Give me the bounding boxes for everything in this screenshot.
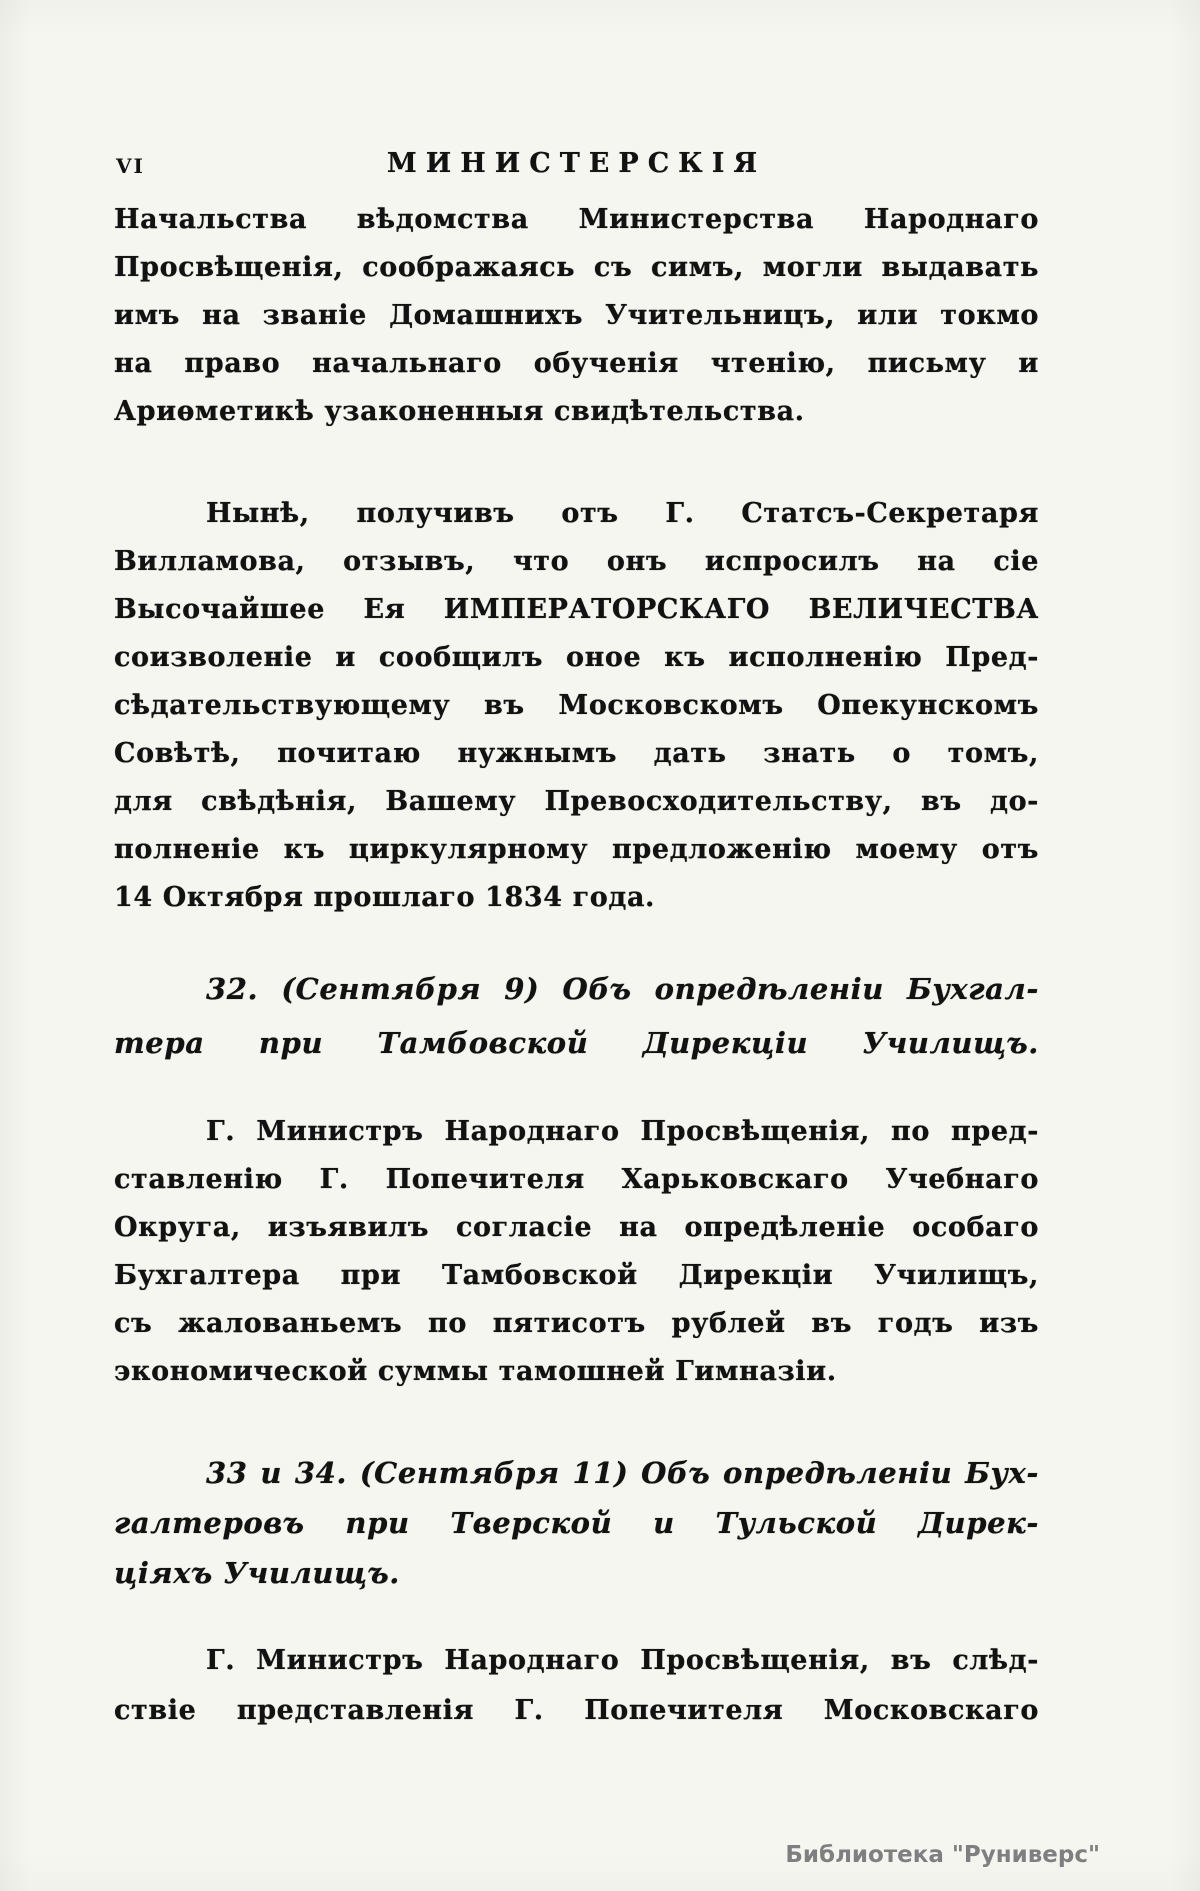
text-line: Нынѣ, получивъ отъ Г. Статсъ-Секретаря: [206, 498, 1039, 529]
text-line: Начальства вѣдомства Министерства Народнаго: [114, 204, 1039, 235]
text-line: Округа, изъявилъ согласіе на опредѣленіе особаго: [114, 1212, 1039, 1243]
text-line: Высочайшее Ея ИМПЕРАТОРСКАГО ВЕЛИЧЕСТВА: [114, 594, 1039, 625]
text-line: на право начальнаго обученія чтенію, письму и: [114, 348, 1039, 379]
text-line: Ариѳметикѣ узаконенныя свидѣтельства.: [114, 396, 805, 427]
text-line: 33 и 34. (Сентября 11) Объ опредѣленіи Бух-: [206, 1456, 1039, 1490]
text-line: Совѣтѣ, почитаю нужнымъ дать знать о томъ,: [114, 738, 1039, 769]
section-heading-33-34: [114, 1448, 1039, 1598]
section-heading-32: [114, 962, 1039, 1070]
text-line: Вилламова, отзывъ, что онъ испросилъ на сіе: [114, 546, 1039, 577]
text-line: галтеровъ при Тверской и Тульской Дирек-: [114, 1506, 1039, 1540]
text-line: 14 Октября прошлаго 1834 года.: [114, 882, 656, 913]
page-number: VI: [116, 154, 145, 178]
text-line: имъ на званіе Домашнихъ Учительницъ, или токмо: [114, 300, 1039, 331]
text-line: Г. Министръ Народнаго Просвѣщенія, въ слѣд-: [206, 1645, 1039, 1676]
library-watermark: Библиотека "Руниверс": [785, 1842, 1100, 1868]
paragraph-tambov-bookkeeper: [114, 1108, 1039, 1396]
text-line: ствіе представленія Г. Попечителя Московскаго: [114, 1695, 1039, 1726]
text-line: экономической суммы тамошней Гимназіи.: [114, 1356, 837, 1387]
text-line: 32. (Сентября 9) Объ опредѣленіи Бухгал-: [206, 972, 1039, 1006]
text-line: сѣдательствующему въ Московскомъ Опекунскомъ: [114, 690, 1039, 721]
text-line: тера при Тамбовской Дирекціи Училищъ.: [114, 1026, 1039, 1060]
text-line: Просвѣщенія, соображаясь съ симъ, могли выдавать: [114, 252, 1039, 283]
text-line: для свѣдѣнія, Вашему Превосходительству, въ до-: [114, 786, 1039, 817]
text-line: ціяхъ Училищъ.: [114, 1556, 400, 1590]
text-line: съ жалованьемъ по пятисотъ рублей въ годъ изъ: [114, 1308, 1039, 1339]
running-title: МИНИСТЕРСКІЯ: [386, 148, 767, 179]
paragraph-tver-tula-bookkeepers: [114, 1636, 1039, 1736]
text-line: соизволеніе и сообщилъ оное къ исполненію Пред-: [114, 642, 1039, 673]
text-line: ставленію Г. Попечителя Харьковскаго Учебнаго: [114, 1164, 1039, 1195]
running-header: [114, 148, 1039, 188]
paragraph-circular-vilamov: [114, 490, 1039, 922]
text-line: полненіе къ циркулярному предложенію моему отъ: [114, 834, 1039, 865]
text-line: Бухгалтера при Тамбовской Дирекціи Училищъ,: [114, 1260, 1039, 1291]
text-line: Г. Министръ Народнаго Просвѣщенія, по пред-: [206, 1116, 1039, 1147]
paragraph-certificates: [114, 196, 1039, 436]
